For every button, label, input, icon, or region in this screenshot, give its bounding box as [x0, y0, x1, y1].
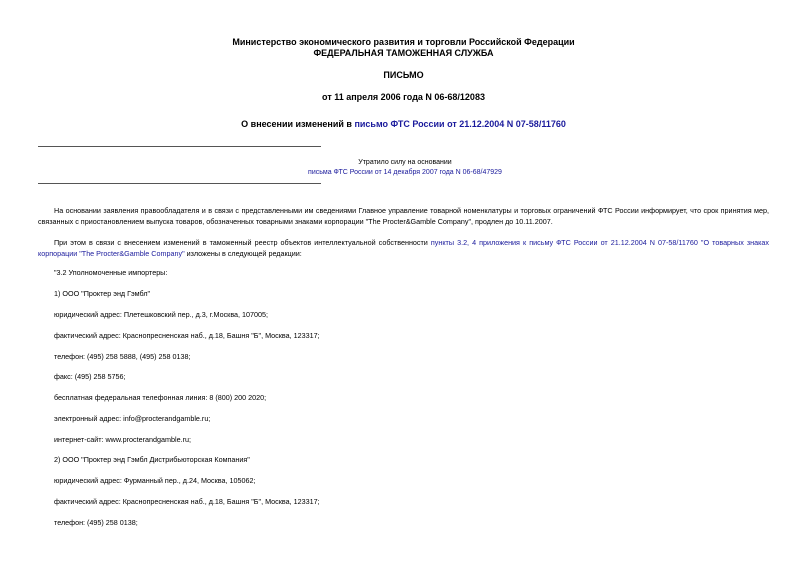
document-date-number: от 11 апреля 2006 года N 06-68/12083 [322, 92, 485, 102]
paragraph-2-end: изложены в следующей редакции: [184, 248, 302, 258]
list-line: 1) ООО "Проктер энд Гэмбл" [54, 289, 151, 298]
document-subject [0, 119, 807, 130]
body-paragraph-2 [38, 238, 769, 259]
list-line: 2) ООО "Проктер энд Гэмбл Дистрибьюторская Компания" [54, 455, 250, 464]
lost-force-link[interactable]: письма ФТС России от 14 декабря 2007 года N 06-68/47929 [308, 169, 502, 176]
list-line: фактический адрес: Краснопресненская наб., д.18, Башня "Б", Москва, 123317; [54, 331, 320, 340]
list-line: телефон: (495) 258 0138; [54, 518, 138, 527]
list-line: юридический адрес: Плетешковский пер., д.3, г.Москва, 107005; [54, 310, 269, 319]
divider-top [38, 146, 321, 147]
list-line: фактический адрес: Краснопресненская наб., д.18, Башня "Б", Москва, 123317; [54, 497, 320, 506]
list-line: телефон: (495) 258 5888, (495) 258 0138; [54, 352, 191, 361]
service-name: ФЕДЕРАЛЬНАЯ ТАМОЖЕННАЯ СЛУЖБА [313, 48, 494, 58]
list-line: факс: (495) 258 5756; [54, 372, 126, 381]
document-type: ПИСЬМО [383, 70, 424, 80]
divider-bottom [38, 183, 321, 184]
list-line: юридический адрес: Фурманный пер., д.24, Москва, 105062; [54, 476, 256, 485]
lost-force-note: Утратило силу на основании [358, 159, 452, 166]
subject-prefix: О внесении изменений в [241, 119, 355, 129]
list-line: "3.2 Уполномоченные импортеры: [54, 268, 168, 277]
list-line: интернет-сайт: www.procterandgamble.ru; [54, 435, 191, 444]
body-paragraph-1: На основании заявления правообладателя и в связи с представленными им сведениями Главное управление товарной номенклатуры и торговых ограничений ФТС России информирует, что срок принятия мер, связанных с приостановлением выпуска товаров, обозначенных товарными знаками корпорации "The Procter&Gamble Company", продлен до 10.11.2007. [38, 206, 769, 226]
paragraph-2-link[interactable]: пункты 3.2, 4 приложения к письму ФТС России от 21.12.2004 N 07-58/11760 "О товарных знаках корпорации "The Procter&Gamble Company" [38, 238, 770, 258]
subject-link[interactable]: письмо ФТС России от 21.12.2004 N 07-58/11760 [354, 119, 566, 129]
ministry-name: Министерство экономического развития и торговли Российской Федерации [232, 37, 575, 47]
list-line: электронный адрес: info@procterandgamble.ru; [54, 414, 211, 423]
list-line: бесплатная федеральная телефонная линия: 8 (800) 200 2020; [54, 393, 267, 402]
paragraph-2-start: При этом в связи с внесением изменений в таможенный реестр объектов интеллектуальной собственности [54, 238, 431, 247]
